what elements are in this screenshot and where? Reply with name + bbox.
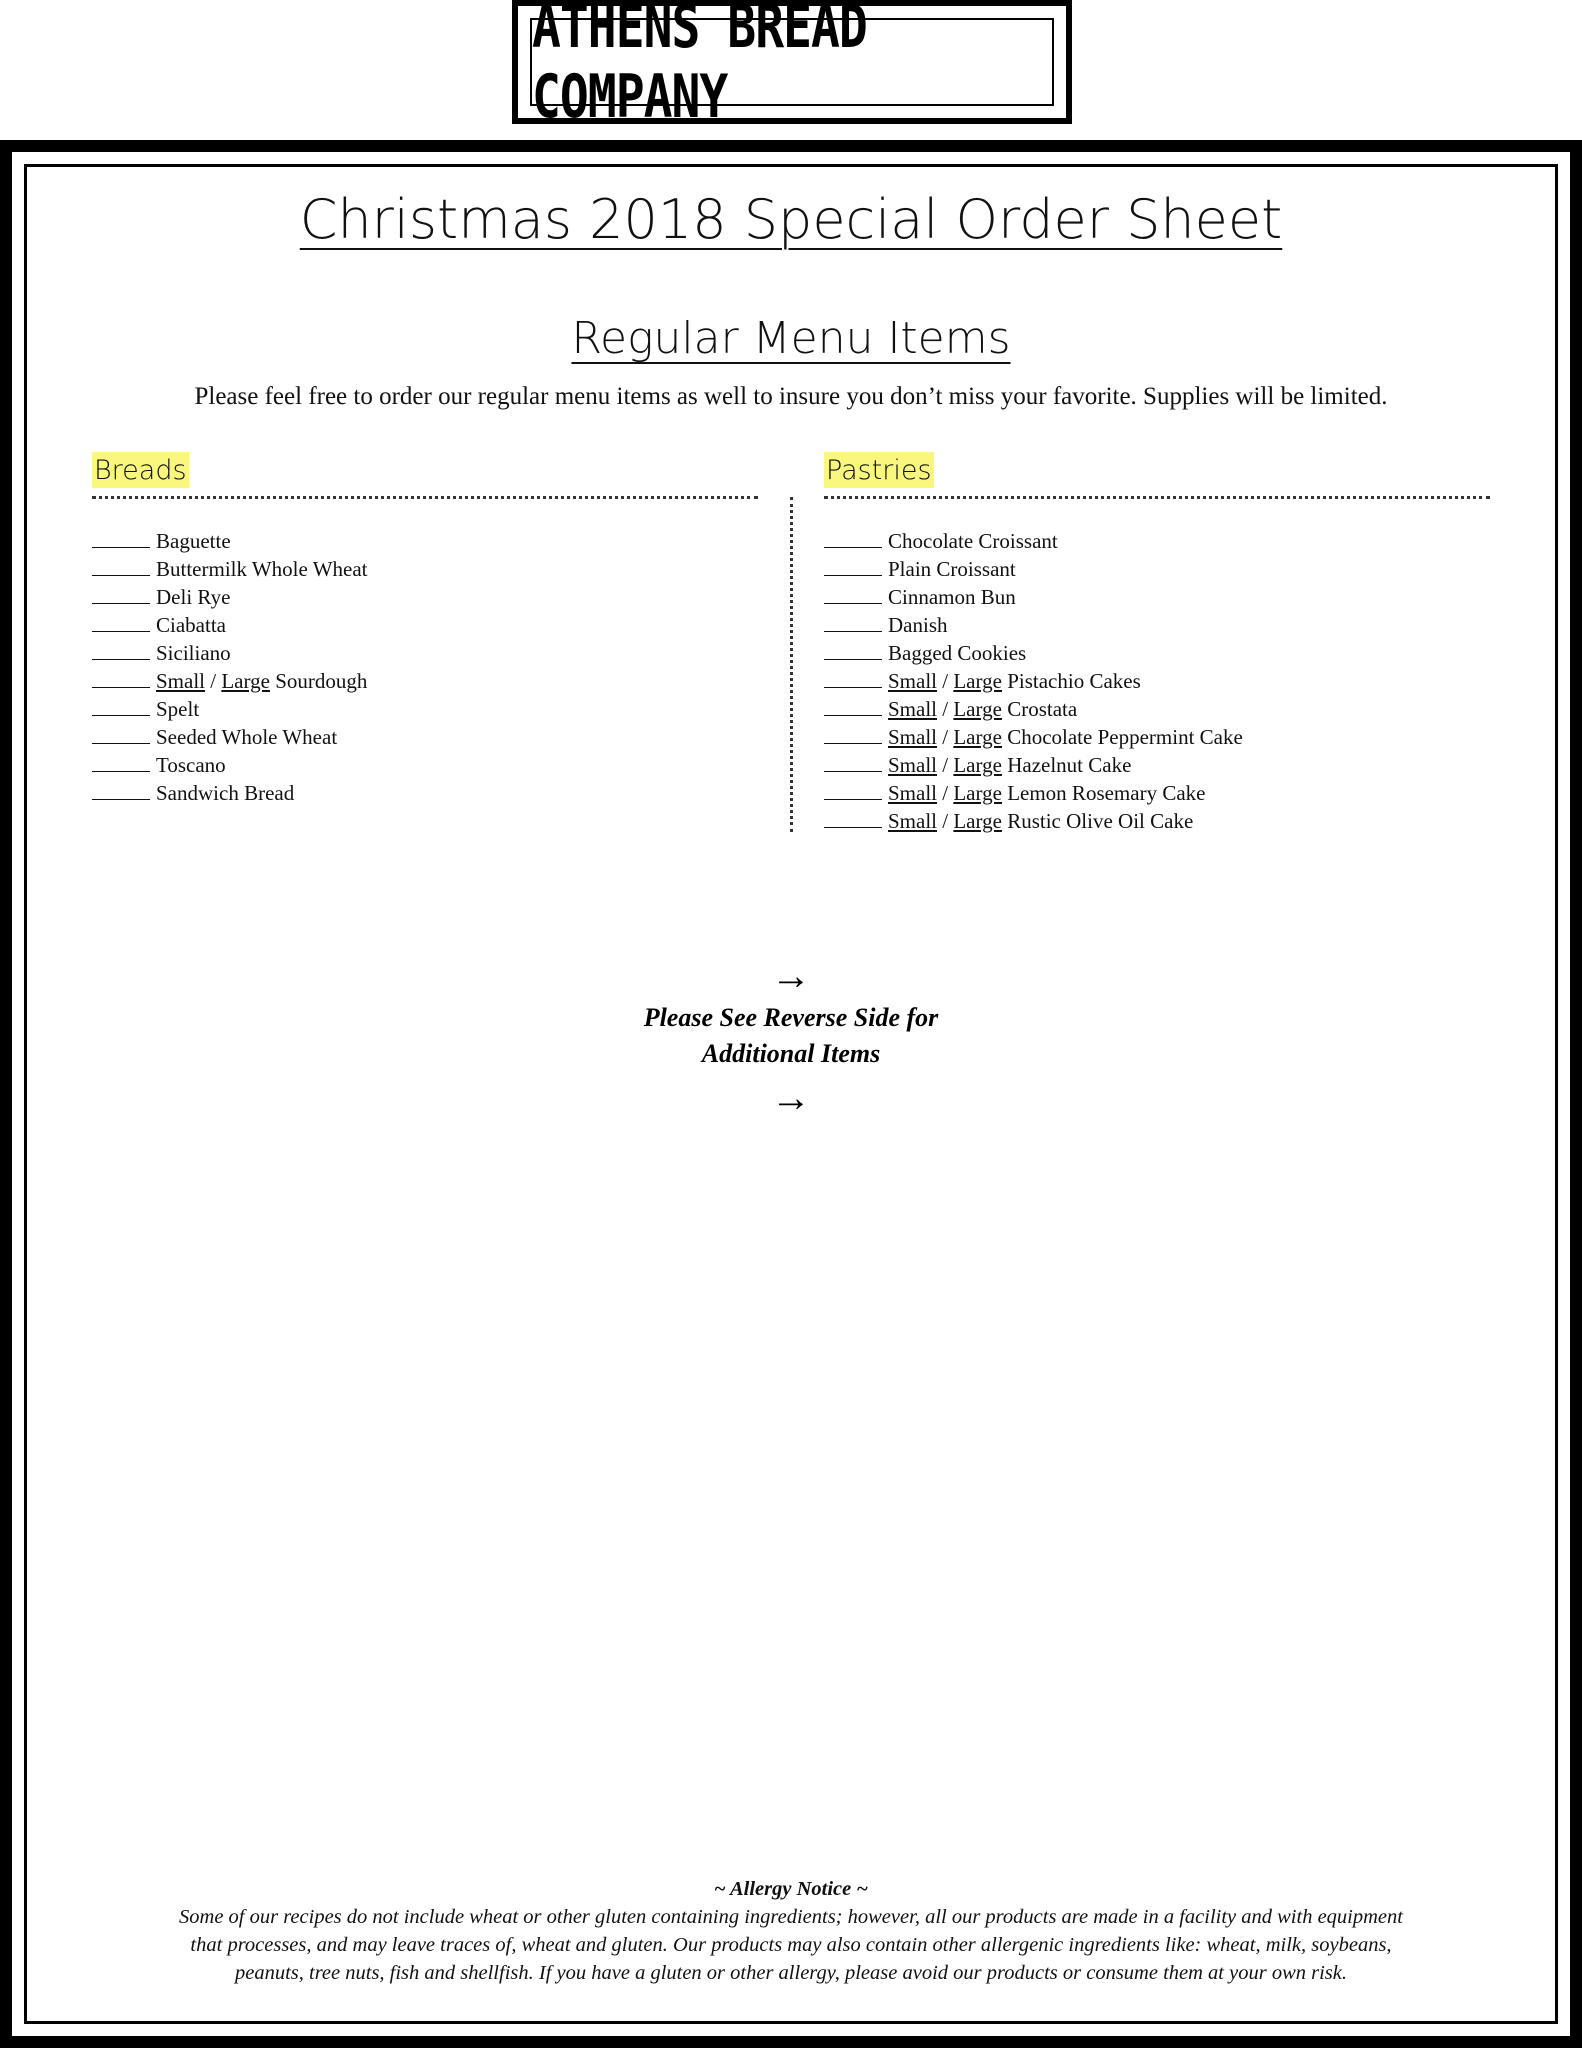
quantity-blank[interactable] [824,753,882,772]
quantity-blank[interactable] [92,725,150,744]
arrow-right-icon: → [771,953,811,998]
quantity-blank[interactable] [824,641,882,660]
quantity-blank[interactable] [824,781,882,800]
size-large-option[interactable]: Large [953,753,1002,777]
order-item [92,611,758,639]
arrow-right-icon: → [771,1075,811,1120]
size-separator: / [937,753,954,777]
quantity-blank[interactable] [92,529,150,548]
allergy-line: Some of our recipes do not include wheat or other gluten containing ingredients; however, all our products are made in a facility and with equipment [179,1906,1403,1928]
quantity-blank[interactable] [824,697,882,716]
size-small-option[interactable]: Small [888,753,938,777]
size-small-option[interactable]: Small [888,697,938,721]
size-small-option[interactable]: Small [888,725,938,749]
item-name: Chocolate Peppermint Cake [1001,725,1243,749]
item-name: Siciliano [156,641,231,665]
order-item [824,555,1490,583]
item-name: Deli Rye [156,585,231,609]
pastries-list [824,527,1490,835]
item-name: Baguette [156,529,231,553]
size-large-option[interactable]: Large [953,697,1002,721]
size-small-option[interactable]: Small [888,781,938,805]
quantity-blank[interactable] [824,725,882,744]
allergy-line: that processes, and may leave traces of, wheat and gluten. Our products may also contain other allergenic ingredients like: wheat, milk, soybeans, [190,1934,1392,1956]
quantity-blank[interactable] [824,585,882,604]
size-large-option[interactable]: Large [953,781,1002,805]
breads-list [92,527,758,807]
pastries-rule [824,496,1490,499]
item-name: Lemon Rosemary Cake [1001,781,1206,805]
item-name: Spelt [156,697,200,721]
size-separator: / [937,809,954,833]
size-separator: / [937,725,954,749]
logo-text: ATHENS BREAD COMPANY [532,0,867,132]
quantity-blank[interactable] [92,557,150,576]
column-divider [790,497,793,832]
item-name: Crostata [1001,697,1078,721]
order-item [92,723,758,751]
item-name: Buttermilk Whole Wheat [156,557,368,581]
allergy-notice [70,1875,1512,1987]
order-item [824,695,1490,723]
reverse-note-line2: Additional Items [701,1039,881,1068]
size-large-option[interactable]: Large [221,669,270,693]
intro-text: Please feel free to order our regular menu items as well to insure you don’t miss your favorite. Supplies will be limited. [194,383,1388,410]
order-item [824,611,1490,639]
size-separator: / [205,669,222,693]
size-large-option[interactable]: Large [953,669,1002,693]
order-item [92,639,758,667]
item-name: Cinnamon Bun [888,585,1016,609]
quantity-blank[interactable] [824,613,882,632]
item-name: Sourdough [269,669,368,693]
item-name: Danish [888,613,948,637]
item-name: Rustic Olive Oil Cake [1001,809,1194,833]
logo [512,0,1072,132]
logo-inner-border [530,0,1054,132]
item-name: Seeded Whole Wheat [156,725,338,749]
order-item [824,807,1490,835]
quantity-blank[interactable] [92,697,150,716]
quantity-blank[interactable] [92,753,150,772]
quantity-blank[interactable] [92,781,150,800]
item-name: Hazelnut Cake [1001,753,1132,777]
size-separator: / [937,781,954,805]
allergy-heading: ~ Allergy Notice ~ [713,1878,869,1900]
size-large-option[interactable]: Large [953,809,1002,833]
quantity-blank[interactable] [92,641,150,660]
quantity-blank[interactable] [824,557,882,576]
breads-heading: Breads [92,452,189,488]
order-item [824,751,1490,779]
order-item [824,639,1490,667]
quantity-blank[interactable] [92,613,150,632]
size-small-option[interactable]: Small [888,669,938,693]
page-title: Christmas 2018 Special Order Sheet [299,188,1283,251]
order-item [824,667,1490,695]
size-separator: / [937,697,954,721]
order-item [824,779,1490,807]
item-name: Pistachio Cakes [1001,669,1141,693]
quantity-blank[interactable] [92,669,150,688]
order-item [92,695,758,723]
item-name: Chocolate Croissant [888,529,1058,553]
breads-column [92,452,758,807]
order-item [92,751,758,779]
pastries-heading: Pastries [824,452,934,488]
order-item [92,555,758,583]
size-separator: / [937,669,954,693]
item-name: Sandwich Bread [156,781,295,805]
item-name: Toscano [156,753,226,777]
reverse-side-note [0,1000,1582,1072]
order-item [92,583,758,611]
size-small-option[interactable]: Small [156,669,206,693]
order-item [824,527,1490,555]
size-small-option[interactable]: Small [888,809,938,833]
order-item [92,527,758,555]
quantity-blank[interactable] [824,529,882,548]
allergy-line: peanuts, tree nuts, fish and shellfish. If you have a gluten or other allergy, please avoid our products or consume them at your own risk. [234,1962,1347,1984]
quantity-blank[interactable] [824,669,882,688]
breads-rule [92,496,758,499]
quantity-blank[interactable] [92,585,150,604]
section-title: Regular Menu Items [571,313,1011,364]
order-item [92,667,758,695]
size-large-option[interactable]: Large [953,725,1002,749]
quantity-blank[interactable] [824,809,882,828]
pastries-column [824,452,1490,835]
item-name: Plain Croissant [888,557,1016,581]
item-name: Ciabatta [156,613,226,637]
reverse-note-line1: Please See Reverse Side for [643,1003,939,1032]
order-item [824,723,1490,751]
order-item [92,779,758,807]
order-item [824,583,1490,611]
item-name: Bagged Cookies [888,641,1027,665]
